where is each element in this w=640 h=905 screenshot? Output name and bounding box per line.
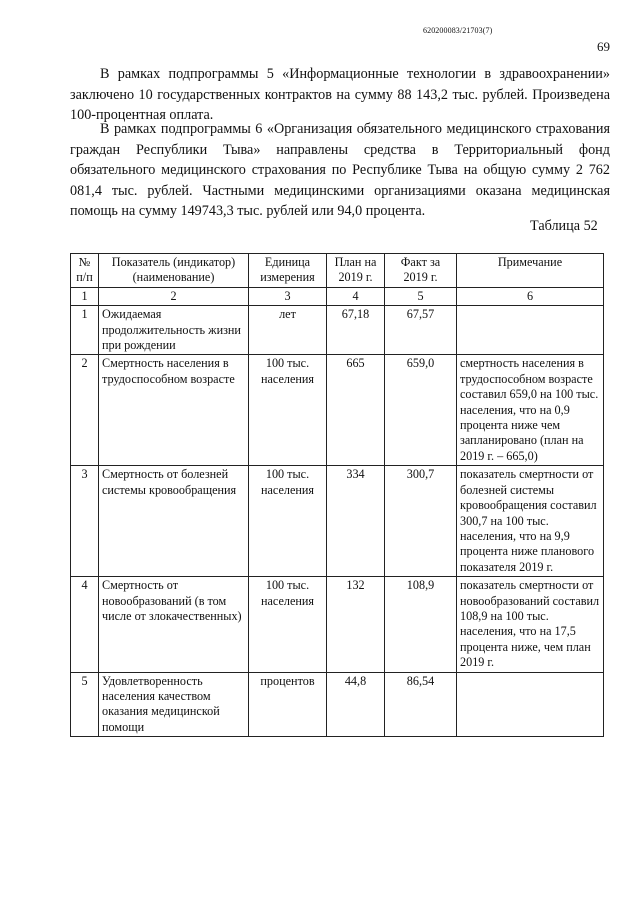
fact-value: 300,7 <box>385 466 457 577</box>
column-header: Единица измерения <box>249 254 327 288</box>
table-row <box>71 306 604 355</box>
column-number-row <box>71 287 604 305</box>
table-row <box>71 672 604 737</box>
row-number: 4 <box>71 577 99 672</box>
row-number: 5 <box>71 672 99 737</box>
column-header: План на 2019 г. <box>327 254 385 288</box>
unit-cell: 100 тыс. населения <box>249 355 327 466</box>
column-number: 5 <box>385 287 457 305</box>
fact-value: 67,57 <box>385 306 457 355</box>
paragraph: В рамках подпрограммы 5 «Информационные технологии в здравоохранении» заключено 10 государственных контрактов на сумму 88 143,2 тыс. рублей. Произведена 100-процентная оплата. <box>70 66 610 123</box>
plan-value: 334 <box>327 466 385 577</box>
table-caption: Таблица 52 <box>530 218 598 234</box>
fact-value: 659,0 <box>385 355 457 466</box>
column-number: 2 <box>99 287 249 305</box>
note-cell: показатель смертности от болезней системы кровообращения составил 300,7 на 100 тыс. населения, что на 9,9 процента ниже планового показателя 2019 г. <box>457 466 604 577</box>
indicator-name: Смертность от болезней системы кровообращения <box>99 466 249 577</box>
column-header: Факт за 2019 г. <box>385 254 457 288</box>
column-number: 4 <box>327 287 385 305</box>
table-row <box>71 466 604 577</box>
plan-value: 44,8 <box>327 672 385 737</box>
fact-value: 108,9 <box>385 577 457 672</box>
note-cell <box>457 306 604 355</box>
indicators-table <box>70 253 604 737</box>
table-row <box>71 355 604 466</box>
note-cell <box>457 672 604 737</box>
column-header: № п/п <box>71 254 99 288</box>
unit-cell: 100 тыс. населения <box>249 466 327 577</box>
plan-value: 132 <box>327 577 385 672</box>
unit-cell: процентов <box>249 672 327 737</box>
unit-cell: лет <box>249 306 327 355</box>
fact-value: 86,54 <box>385 672 457 737</box>
indicator-name: Ожидаемая продолжительность жизни при рождении <box>99 306 249 355</box>
indicator-name: Смертность населения в трудоспособном возрасте <box>99 355 249 466</box>
row-number: 1 <box>71 306 99 355</box>
indicator-name: Удовлетворенность населения качеством оказания медицинской помощи <box>99 672 249 737</box>
column-header: Примечание <box>457 254 604 288</box>
column-number: 1 <box>71 287 99 305</box>
row-number: 3 <box>71 466 99 577</box>
paragraph: В рамках подпрограммы 6 «Организация обязательного медицинского страхования граждан Республики Тыва» направлены средства в Территориальный фонд обязательного медицинского страхования по Республике Тыва на общую сумму 2 762 081,4 тыс. рублей. Частными медицинскими организациями оказана медицинская помощь на сумму 149743,3 тыс. рублей или 94,0 процента. <box>70 121 610 219</box>
column-header: Показатель (индикатор) (наименование) <box>99 254 249 288</box>
row-number: 2 <box>71 355 99 466</box>
table-row <box>71 577 604 672</box>
document-number: 620200083/21703(7) <box>423 26 493 35</box>
table-header-row <box>71 254 604 288</box>
page-number: 69 <box>597 39 610 54</box>
note-cell: показатель смертности от новообразований составил 108,9 на 100 тыс. населения, что на 17,5 процента ниже, чем план 2019 г. <box>457 577 604 672</box>
column-number: 6 <box>457 287 604 305</box>
plan-value: 67,18 <box>327 306 385 355</box>
column-number: 3 <box>249 287 327 305</box>
unit-cell: 100 тыс. населения <box>249 577 327 672</box>
plan-value: 665 <box>327 355 385 466</box>
note-cell: смертность населения в трудоспособном возрасте составил 659,0 на 100 тыс. населения, что на 0,9 процента ниже чем запланировано (план на 2019 г. – 665,0) <box>457 355 604 466</box>
indicator-name: Смертность от новообразований (в том числе от злокачественных) <box>99 577 249 672</box>
